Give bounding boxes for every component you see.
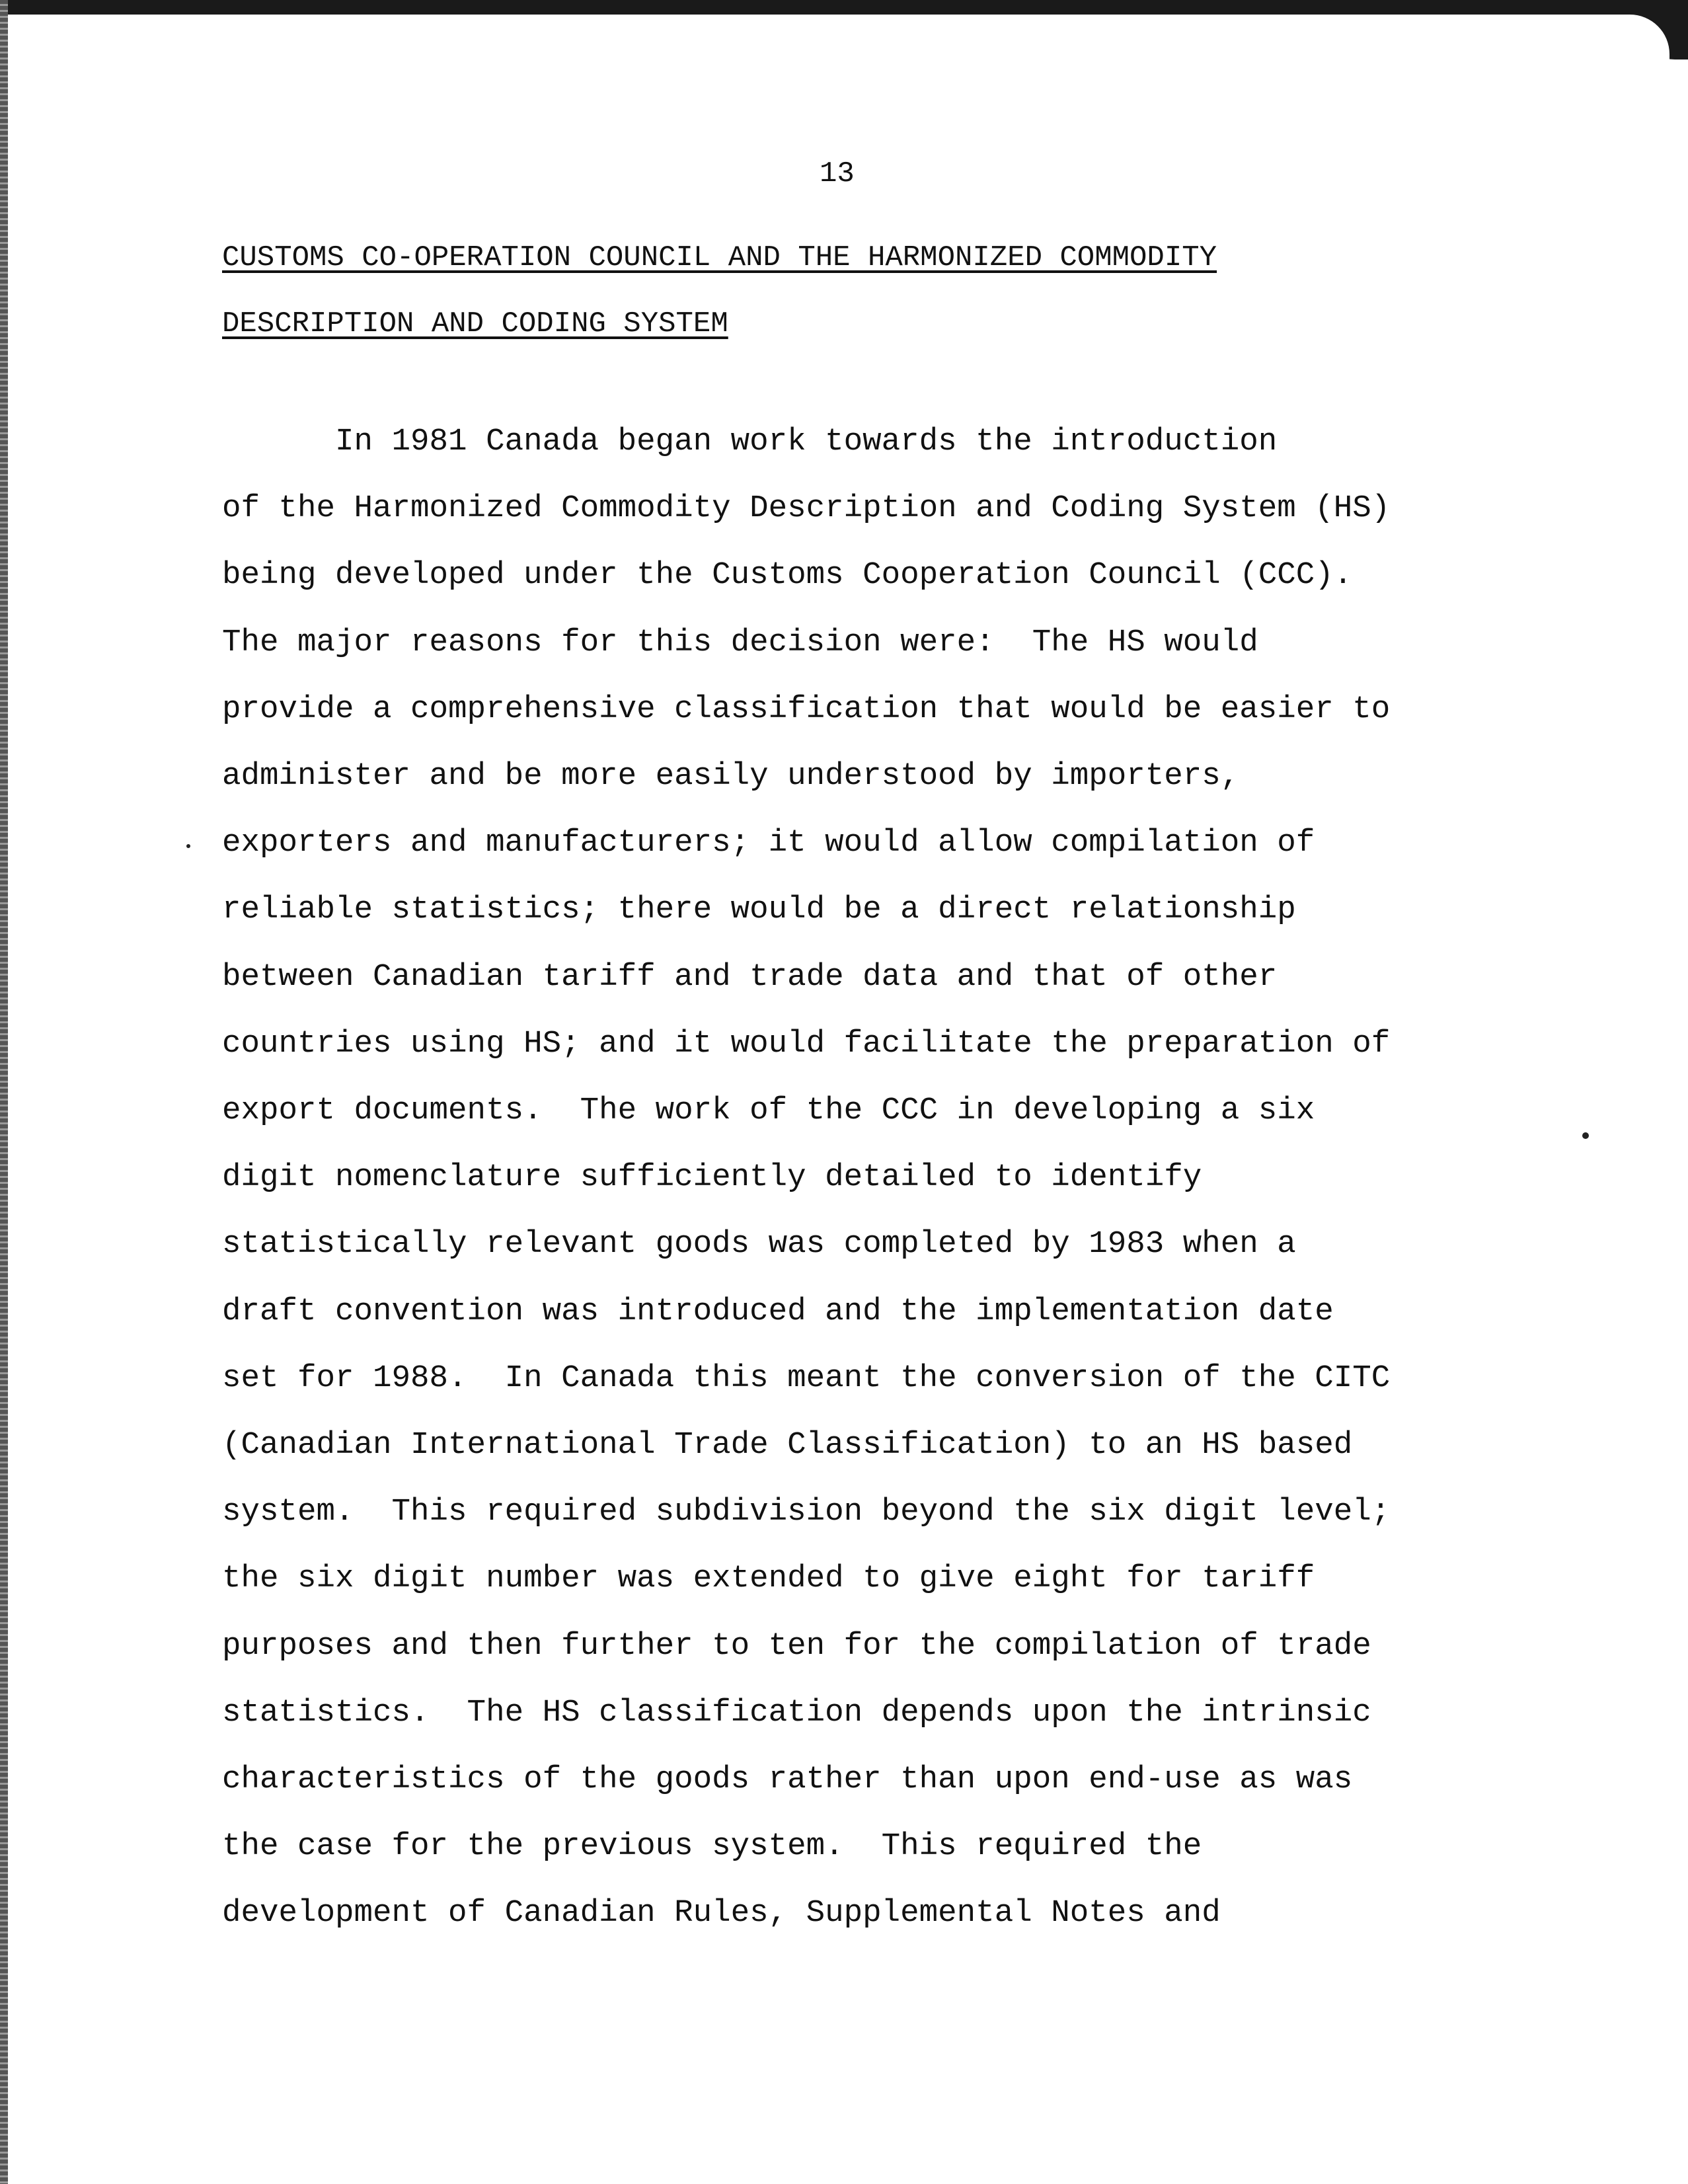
body-line: In 1981 Canada began work towards the introduction xyxy=(222,424,1278,459)
page-number: 13 xyxy=(820,157,855,190)
body-line: digit nomenclature sufficiently detailed to identify xyxy=(222,1159,1202,1196)
section-heading xyxy=(222,225,1217,357)
heading-line-1: CUSTOMS CO-OPERATION COUNCIL AND THE HARMONIZED COMMODITY xyxy=(222,241,1217,274)
body-line: development of Canadian Rules, Supplemental Notes and xyxy=(222,1895,1221,1931)
scan-corner xyxy=(1629,0,1688,59)
body-line: provide a comprehensive classification that would be easier to xyxy=(222,691,1391,727)
body-line: draft convention was introduced and the implementation date xyxy=(222,1293,1334,1329)
body-line: being developed under the Customs Cooperation Council (CCC). xyxy=(222,557,1353,594)
body-line: countries using HS; and it would facilitate the preparation of xyxy=(222,1025,1391,1062)
body-line: administer and be more easily understood by importers, xyxy=(222,758,1240,795)
body-line: the case for the previous system. This required the xyxy=(222,1828,1202,1865)
body-line: set for 1988. In Canada this meant the conversion of the CITC xyxy=(222,1360,1391,1396)
heading-line-2: DESCRIPTION AND CODING SYSTEM xyxy=(222,307,728,340)
body-line: exporters and manufacturers; it would allow compilation of xyxy=(222,825,1315,861)
body-line: characteristics of the goods rather than upon end-use as was xyxy=(222,1762,1353,1798)
scan-speck xyxy=(1582,1132,1589,1139)
body-line: purposes and then further to ten for the compilation of trade xyxy=(222,1627,1371,1664)
body-line: statistically relevant goods was completed by 1983 when a xyxy=(222,1226,1296,1263)
body-line: the six digit number was extended to give eight for tariff xyxy=(222,1561,1315,1597)
body-line: statistics. The HS classification depends upon the intrinsic xyxy=(222,1694,1371,1731)
body-line: The major reasons for this decision were: The HS would xyxy=(222,624,1258,660)
body-line: (Canadian International Trade Classification) to an HS based xyxy=(222,1427,1353,1463)
body-line: of the Harmonized Commodity Description and Coding System (HS) xyxy=(222,490,1391,527)
body-line: export documents. The work of the CCC in developing a six xyxy=(222,1093,1315,1129)
body-line: system. This required subdivision beyond the six digit level; xyxy=(222,1494,1391,1530)
scan-top-border xyxy=(0,0,1688,15)
body-line: between Canadian tariff and trade data and that of other xyxy=(222,958,1278,995)
body-paragraph xyxy=(222,409,1491,1947)
body-line: reliable statistics; there would be a direct relationship xyxy=(222,892,1296,928)
scan-left-border xyxy=(0,0,8,2184)
scan-speck xyxy=(186,844,190,848)
